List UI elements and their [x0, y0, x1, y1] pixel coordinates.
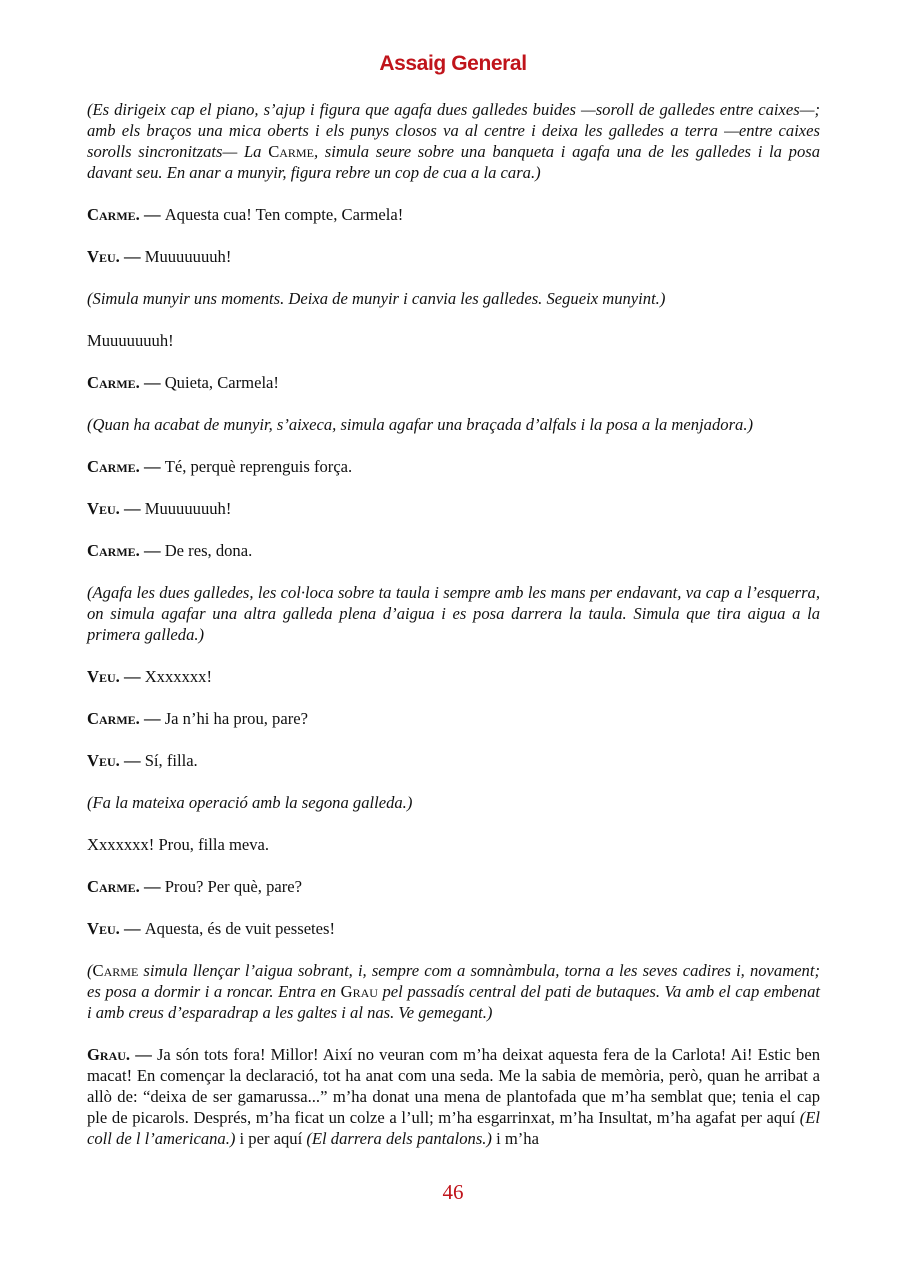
dialogue-text: Aquesta, és de vuit pessetes! [144, 919, 336, 938]
stage-direction [87, 792, 820, 813]
direction-text: (Fa la mateixa operació amb la segona galleda.) [87, 793, 413, 812]
speaker-dash: — [119, 499, 145, 518]
speaker-name: Veu. [87, 247, 120, 266]
speaker-name: Carme. [87, 457, 140, 476]
dialogue-line [87, 246, 820, 267]
speaker-dash: — [139, 541, 165, 560]
dialogue-line [87, 456, 820, 477]
speaker-name: Veu. [87, 499, 120, 518]
dialogue-text: i per aquí [235, 1129, 307, 1148]
speaker-name: Carme. [87, 541, 140, 560]
speaker-name: Carme. [87, 877, 140, 896]
dialogue-text: Muuuuuuuh! [144, 499, 232, 518]
speaker-name: Veu. [87, 919, 120, 938]
stage-direction [87, 582, 820, 645]
dialogue-line [87, 750, 820, 771]
dialogue-text: Quieta, Carmela! [164, 373, 279, 392]
character-name: Carme [92, 961, 139, 980]
dialogue-line [87, 204, 820, 225]
speaker-name: Carme. [87, 373, 140, 392]
direction-text: simula llençar l’aigua sobrant, i, sempre com a somnàmbula, torna a les seves cadires i, novament; es posa a dormir i a roncar. Entra en [87, 961, 820, 1001]
speaker-dash: — [139, 205, 165, 224]
stage-direction [87, 288, 820, 309]
dialogue-text: Té, perquè reprenguis força. [164, 457, 353, 476]
stage-direction [87, 99, 820, 183]
dialogue-line [87, 708, 820, 729]
stage-direction [87, 414, 820, 435]
dialogue-continuation [87, 834, 820, 855]
dialogue-text: Muuuuuuuh! [87, 331, 174, 350]
dialogue-line [87, 1044, 820, 1149]
speaker-dash: — [119, 751, 145, 770]
speaker-dash: — [119, 247, 145, 266]
speaker-name: Veu. [87, 667, 120, 686]
speaker-dash: — [119, 919, 145, 938]
dialogue-text: i m’ha [491, 1129, 539, 1148]
dialogue-line [87, 498, 820, 519]
speaker-name: Veu. [87, 751, 120, 770]
dialogue-text: Ja són tots fora! Millor! Així no veuran com m’ha deixat aquesta fera de la Carlota! Ai! Estic ben macat! En començar la declaració, tot ha anat com una seda. Me la sabia de memòria, però, quan he arribat a allò de: “deixa de ser gamarussa...” m’ha donat una mena de plantofada que m’ha semblat que; tenia el cap ple de picarols. Després, m’ha ficat un colze a l’ull; m’ha esgarrinxat, m’ha Insultat, m’ha agafat per aquí [87, 1045, 820, 1127]
speaker-name: Carme. [87, 205, 140, 224]
dialogue-line [87, 666, 820, 687]
speaker-dash: — [130, 1045, 157, 1064]
header-title: Assaig General [379, 52, 527, 75]
speaker-dash: — [139, 709, 165, 728]
dialogue-continuation [87, 330, 820, 351]
dialogue-text: Sí, filla. [144, 751, 198, 770]
direction-text: (Agafa les dues galledes, les col·loca sobre ta taula i sempre amb les mans per endavant, va cap a l’esquerra, on simula agafar una altra galleda plena d’aigua i es posa darrera la taula. Simula que tira aigua a la primera galleda.) [87, 583, 820, 644]
inline-direction: (El coll de l l’americana.) [87, 1108, 820, 1148]
dialogue-text: Ja n’hi ha prou, pare? [164, 709, 308, 728]
dialogue-line [87, 540, 820, 561]
direction-text: , simula seure sobre una banqueta i agafa una de les galledes i la posa davant seu. En anar a munyir, figura rebre un cop de cua a la cara.) [87, 142, 820, 182]
direction-text: pel passadís central del pati de butaques. Va amb el cap embenat i amb creus d’esparadrap a les galtes i al nas. Ve gemegant.) [87, 982, 820, 1022]
direction-text: (Es dirigeix cap el piano, s’ajup i figura que agafa dues galledes buides —soroll de galledes entre caixes—; amb els braços una mica oberts i els punys closos va al centre i deixa les galledes a terra —entre caixes sorolls sincronitzats— La [87, 100, 820, 161]
dialogue-text: Xxxxxxx! Prou, filla meva. [87, 835, 270, 854]
direction-text: (Quan ha acabat de munyir, s’aixeca, simula agafar una braçada d’alfals i la posa a la menjadora.) [87, 415, 754, 434]
speaker-name: Carme. [87, 709, 140, 728]
dialogue-text: De res, dona. [164, 541, 253, 560]
dialogue-text: Aquesta cua! Ten compte, Carmela! [164, 205, 404, 224]
dialogue-line [87, 876, 820, 897]
speaker-dash: — [119, 667, 145, 686]
dialogue-line [87, 918, 820, 939]
dialogue-text: Xxxxxxx! [144, 667, 212, 686]
document-body [87, 99, 820, 1170]
dialogue-line [87, 372, 820, 393]
speaker-dash: — [139, 373, 165, 392]
direction-text: ( [87, 961, 93, 980]
inline-direction: (El darrera dels pantalons.) [306, 1129, 492, 1148]
direction-text: (Simula munyir uns moments. Deixa de munyir i canvia les galledes. Segueix munyint.) [87, 289, 666, 308]
speaker-dash: — [139, 457, 165, 476]
dialogue-text: Muuuuuuuh! [144, 247, 232, 266]
speaker-name: Grau. [87, 1045, 131, 1064]
stage-direction [87, 960, 820, 1023]
page-number: 46 [442, 1180, 464, 1204]
speaker-dash: — [139, 877, 165, 896]
character-name: Carme [268, 142, 314, 161]
dialogue-text: Prou? Per què, pare? [164, 877, 302, 896]
character-name: Grau [340, 982, 378, 1001]
